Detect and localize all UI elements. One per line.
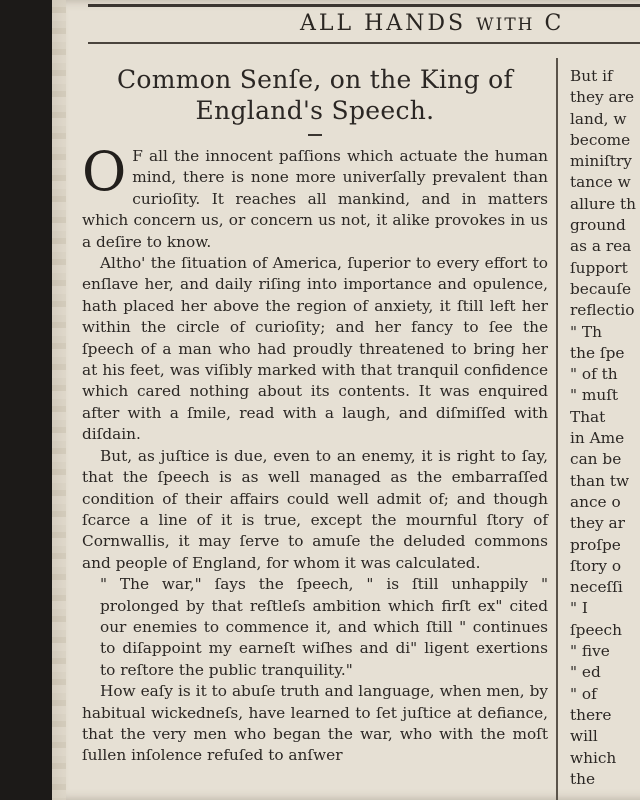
running-head-with: WITH	[476, 15, 535, 35]
article-title	[82, 64, 548, 126]
side-column-line: there	[570, 705, 612, 724]
side-column-line: reflectio	[570, 301, 635, 320]
side-column-line: That	[570, 407, 606, 426]
top-border-rule	[88, 4, 640, 7]
side-column-line: the ſpe	[570, 343, 625, 362]
running-head	[300, 11, 640, 36]
side-column-line: in Ame	[570, 429, 625, 448]
side-column-line: " of th	[570, 365, 618, 384]
article-column	[82, 64, 548, 767]
side-column-line: " Th	[570, 322, 602, 341]
paragraph-3: But, as juſtice is due, even to an enemy, it is right to ſay, that the ſpeech is as well managed as the embarraſſed condition of their affairs could well admit of; and though ſcarce a line of it is true, except the mournful ſtory of Cornwallis, it may ſerve to amuſe the deluded commons and people of England, for whom it was calculated.	[82, 446, 548, 572]
side-column-line: proſpe	[570, 535, 621, 554]
side-column-line: the	[570, 769, 596, 788]
side-column-line: neceſſi	[570, 578, 623, 597]
side-column-line: ſupport	[570, 258, 628, 277]
paragraph-1-text: F all the innocent paſſions which actuate the human mind, there is none more univerſally prevalent than curioſity. It reaches all mankind, and in matters which concern us, or concern us not, it alike provokes in us a deſire to know.	[82, 147, 548, 251]
side-column-line: land, w	[570, 109, 627, 128]
paragraph-2: Altho' the ſituation of America, ſuperior to every effort to enſlave her, and daily riſing into importance and opulence, hath placed her above the region of anxiety, it ſtill left her within the circle of curioſity; and her fancy to ſee the ſpeech of a man who had proudly threatened to bring her at his feet, was viſibly marked with that tranquil confidence which cared nothing about its contents. It was enquired after with a ſmile, read with a laugh, and diſmiſſed with diſdain.	[82, 254, 548, 444]
side-column-line: " ed	[570, 663, 601, 682]
side-column-line: But if	[570, 67, 613, 85]
side-column-line: as a rea	[570, 237, 632, 256]
side-column-line: ſtory o	[570, 556, 622, 575]
running-head-main: ALL HANDS	[300, 11, 467, 36]
title-dash	[308, 134, 322, 136]
side-column-line: can be	[570, 450, 622, 469]
column-divider	[556, 58, 558, 800]
side-column-line: miniſtry	[570, 152, 632, 171]
side-column-line: ground	[570, 216, 626, 235]
side-column-line: ſpeech	[570, 620, 622, 639]
title-line-2: England's Speech.	[195, 96, 435, 125]
paragraph-4-quote: " The war," ſays the ſpeech, " is ſtill unhappily " prolonged by that reſtleſs ambition which firſt ex" cited our enemies to commence it, and which ſtill " continues to diſappoint my earneſt wiſhes and di" ligent exertions to reſtore the public tranquility."	[100, 575, 548, 679]
adjacent-column-fragment	[570, 66, 640, 790]
side-column-line: " of	[570, 684, 597, 703]
side-column-line: will	[570, 727, 598, 746]
title-line-1: Common Senſe, on the King of	[116, 65, 514, 94]
running-head-cut: C	[544, 11, 565, 36]
side-column-line: they are	[570, 88, 635, 107]
paragraph-5: How eaſy is it to abuſe truth and language, when men, by habitual wickedneſs, have learned to ſet juſtice at defiance, that the very men who began the war, who with the moſt ſullen inſolence refuſed to anſwer	[82, 682, 548, 765]
torn-page-edge	[52, 0, 66, 800]
drop-cap: O	[82, 140, 127, 203]
side-column-line: they ar	[570, 514, 625, 533]
side-column-line: " muſt	[570, 386, 619, 405]
paragraph-1	[82, 140, 548, 253]
side-column-line: " five	[570, 642, 610, 661]
header-rule	[88, 42, 640, 44]
side-column-line: becauſe	[570, 279, 632, 298]
side-column-line: allure th	[570, 194, 636, 213]
side-column-line: than tw	[570, 471, 630, 490]
side-column-line: which	[570, 748, 617, 767]
side-column-line: become	[570, 130, 631, 149]
side-column-line: ance o	[570, 492, 621, 511]
side-column-line: tance w	[570, 173, 631, 192]
side-column-line: " I	[570, 599, 588, 618]
